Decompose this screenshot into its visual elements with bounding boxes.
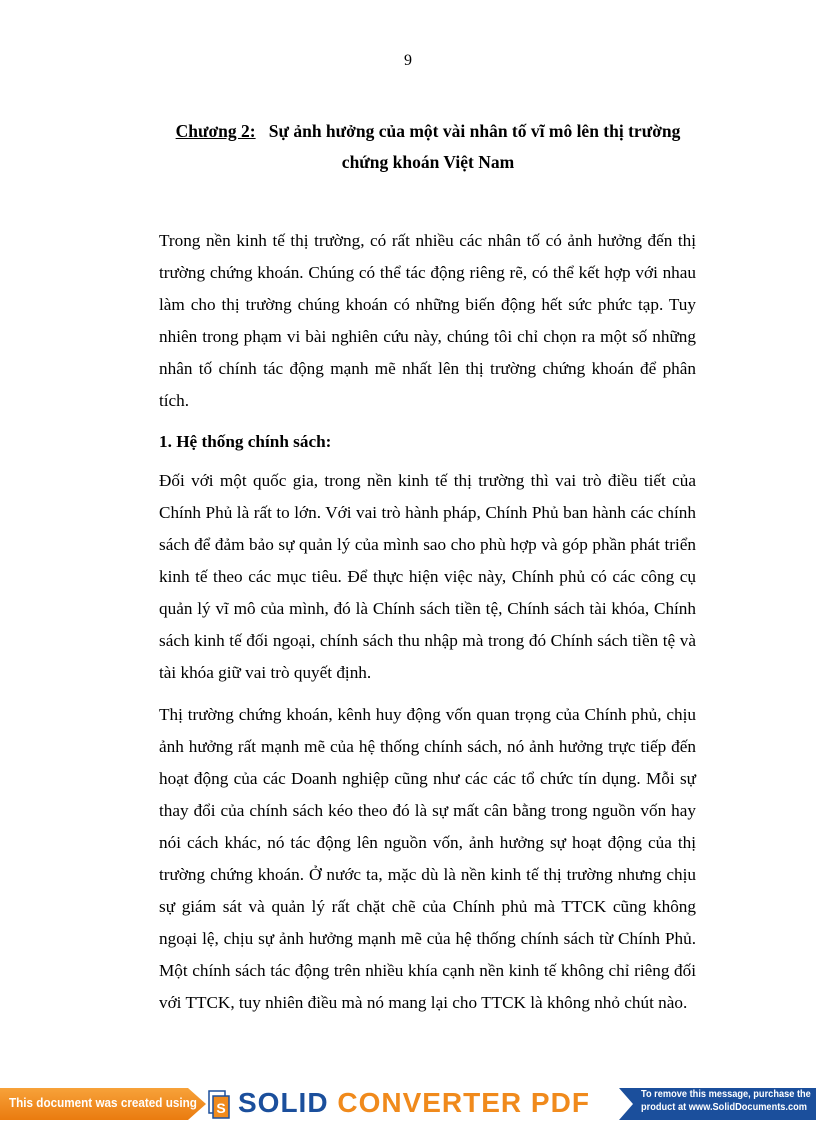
- svg-text:S: S: [216, 1100, 226, 1116]
- banner-left-text: This document was created using: [9, 1095, 197, 1110]
- intro-paragraph: Trong nền kinh tế thị trường, có rất nhiều các nhân tố có ảnh hưởng đến thị trường chứng khoán. Chúng có thể tác động riêng rẽ, có thể kết hợp với nhau làm cho thị trường chúng khoán có những biến động hết sức phức tạp. Tuy nhiên trong phạm vi bài nghiên cứu này, chúng tôi chỉ chọn ra một số những nhân tố chính tác động mạnh mẽ nhất lên thị trường chứng khoán để phân tích.: [159, 231, 696, 410]
- section-heading: 1. Hệ thống chính sách:: [159, 432, 332, 451]
- chapter-title-text-1: Sự ảnh hưởng của một vài nhân tố vĩ mô lên thị trường: [268, 121, 681, 141]
- page-number: 9: [404, 52, 412, 69]
- banner-right-text[interactable]: [641, 1088, 811, 1114]
- market-paragraph: Thị trường chứng khoán, kênh huy động vốn quan trọng của Chính phủ, chịu ảnh hưởng rất mạnh mẽ của hệ thống chính sách, nó ảnh hưởng trực tiếp đến hoạt động của các Doanh nghiệp cũng như các các tổ chức tín dụng. Mỗi sự thay đổi của chính sách kéo theo đó là sự mất cân bằng trong nguồn vốn hay nói cách khác, nó tác động lên nguồn vốn, ảnh hưởng sự hoạt động của thị trường chứng khoán. Ở nước ta, mặc dù là nền kinh tế thị trường nhưng chịu sự giám sát và quản lý rất chặt chẽ của Chính phủ mà TTCK cũng không ngoại lệ, chịu sự ảnh hưởng mạnh mẽ của hệ thống chính sách từ Chính Phủ. Một chính sách tác động trên nhiều khía cạnh nền kinh tế không chỉ riêng đối với TTCK, tuy nhiên điều mà nó mang lại cho TTCK là không nhỏ chút nào.: [159, 705, 696, 1012]
- chapter-title-line1: [150, 116, 706, 147]
- chapter-title-text-2: chứng khoán Việt Nam: [341, 152, 515, 172]
- banner-right-line2[interactable]: product at www.SolidDocuments.com: [641, 1101, 808, 1113]
- converter-banner[interactable]: [0, 1085, 816, 1123]
- policy-paragraph: Đối với một quốc gia, trong nền kinh tế thị trường thì vai trò điều tiết của Chính Phủ là rất to lớn. Với vai trò hành pháp, Chính Phủ ban hành các chính sách để đảm bảo sự quản lý của mình sao cho phù hợp và góp phần phát triển kinh tế theo các mục tiêu. Để thực hiện việc này, Chính phủ có các công cụ quản lý vĩ mô của mình, đó là Chính sách tiền tệ, Chính sách tài khóa, Chính sách kinh tế đối ngoại, chính sách thu nhập mà trong đó Chính sách tiền tệ và tài khóa giữ vai trò quyết định.: [159, 471, 696, 682]
- solid-converter-logo-icon: [208, 1090, 230, 1120]
- chapter-label: Chương 2:: [175, 121, 256, 141]
- brand-converter: CONVERTER: [337, 1087, 523, 1118]
- banner-brand: [238, 1087, 590, 1119]
- banner-right-line1: To remove this message, purchase the: [641, 1088, 811, 1100]
- document-body: [159, 225, 696, 1029]
- chapter-title: [150, 116, 706, 178]
- brand-solid: SOLID: [238, 1087, 329, 1118]
- brand-pdf: PDF: [530, 1087, 590, 1118]
